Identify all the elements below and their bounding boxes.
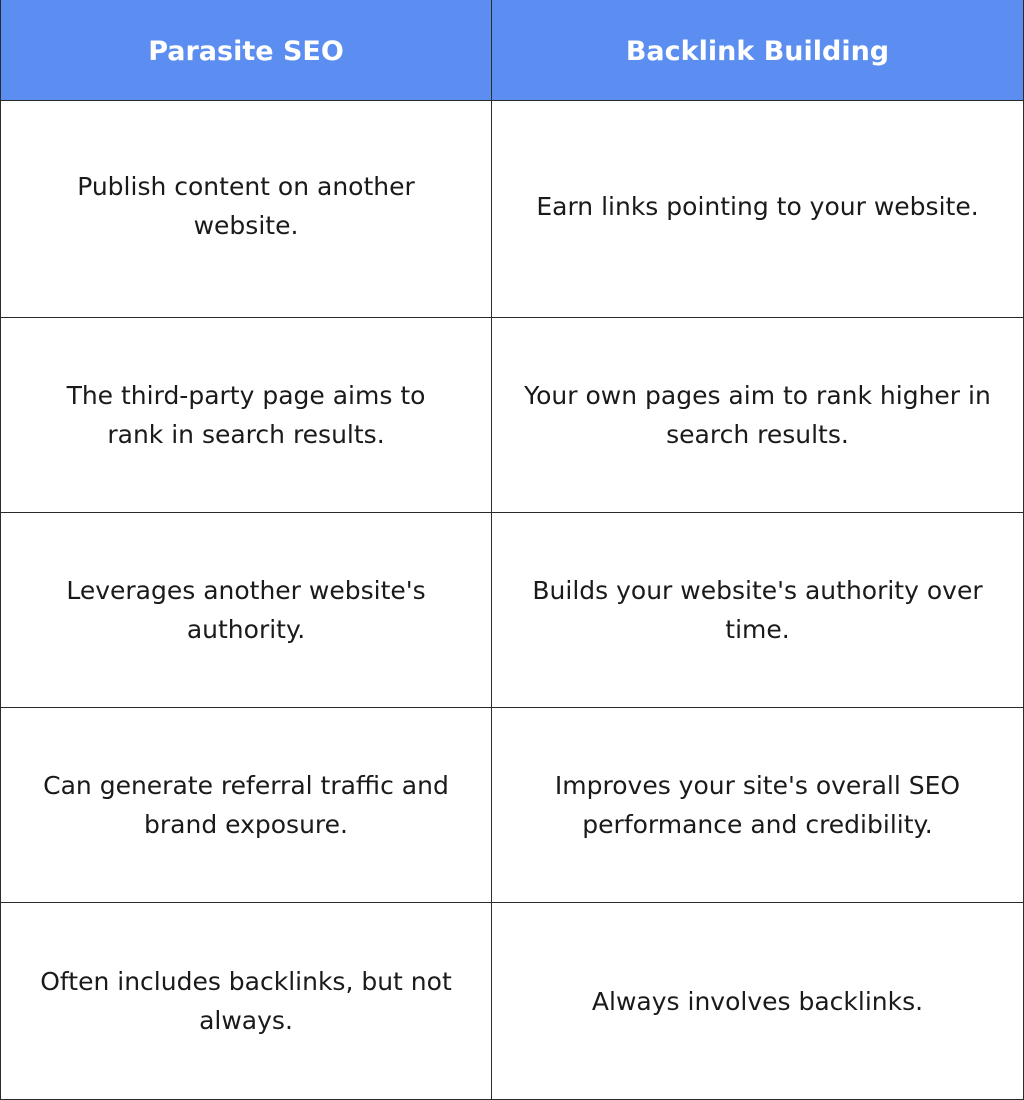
table-row	[1, 513, 1023, 708]
cell-backlink-building	[492, 513, 1023, 707]
cell-text: Earn links pointing to your website.	[536, 191, 979, 221]
table-body	[1, 101, 1023, 1099]
cell-parasite-seo	[1, 513, 492, 707]
cell-backlink-building	[492, 903, 1023, 1099]
table-row	[1, 101, 1023, 318]
table-row	[1, 318, 1023, 513]
cell-text: Always involves backlinks.	[591, 986, 924, 1016]
cell-text: Publish content on another website.	[77, 172, 415, 240]
cell-parasite-seo	[1, 101, 492, 317]
cell-text: Improves your site's overall SEO performance and credibility.	[554, 771, 961, 839]
cell-text: The third-party page aims to rank in search results.	[66, 381, 426, 449]
table-row	[1, 708, 1023, 903]
cell-parasite-seo	[1, 708, 492, 902]
header-backlink-building: Backlink Building	[625, 35, 890, 67]
header-parasite-seo: Parasite SEO	[1, 0, 492, 100]
cell-text: Your own pages aim to rank higher in search results.	[524, 381, 991, 449]
cell-text: Leverages another website's authority.	[66, 576, 426, 644]
cell-text: Can generate referral traffic and brand exposure.	[43, 771, 449, 839]
cell-text: Builds your website's authority over time.	[532, 576, 983, 644]
cell-parasite-seo	[1, 318, 492, 512]
cell-backlink-building	[492, 101, 1023, 317]
table-header-row	[1, 0, 1023, 101]
cell-backlink-building	[492, 318, 1023, 512]
table-row	[1, 903, 1023, 1099]
cell-text: Often includes backlinks, but not always.	[40, 967, 452, 1035]
cell-backlink-building	[492, 708, 1023, 902]
cell-parasite-seo	[1, 903, 492, 1099]
